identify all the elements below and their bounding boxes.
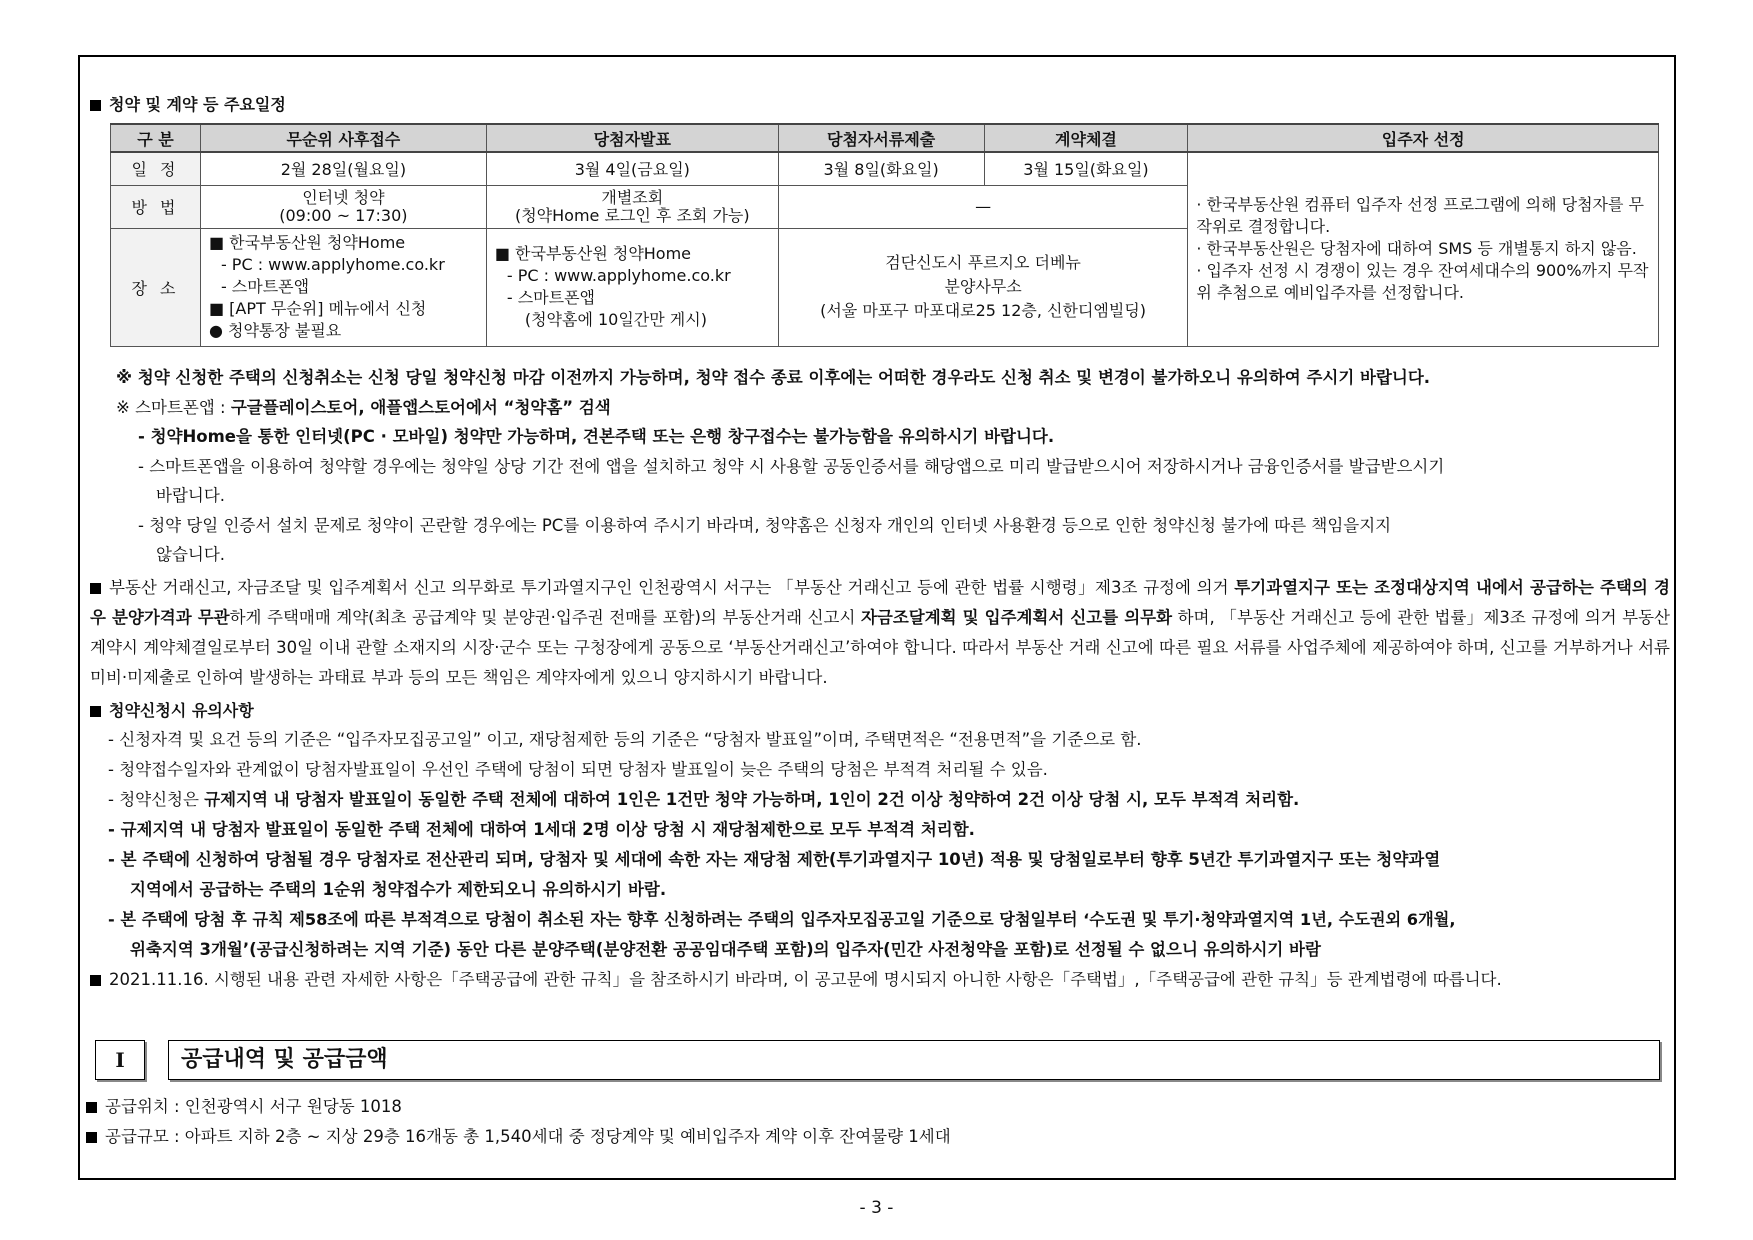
note-certificate-l1: - 스마트폰앱을 이용하여 청약할 경우에는 청약일 상당 기간 전에 앱을 설치하고 청약 시 사용할 공동인증서를 해당앱으로 미리 발급받으시어 저장하시거나 금융인증서를 발급받으시기 bbox=[138, 457, 1445, 476]
place-line: ■ 한국부동산원 청약Home bbox=[208, 233, 406, 252]
note-pc-use-l1: - 청약 당일 인증서 설치 문제로 청약이 곤란할 경우에는 PC를 이용하여 주시기 바라며, 청약홈은 신청자 개인의 인터넷 사용환경 등으로 인한 청약신청 불가에 따른 책임을지지 bbox=[138, 516, 1392, 535]
caution-item: - 신청자격 및 요건 등의 기준은 “입주자모집공고일” 이고, 재당첨제한 등의 기준은 “당첨자 발표일”이며, 주택면적은 “전용면적”을 기준으로 함. bbox=[108, 730, 1142, 749]
table-row-date bbox=[111, 152, 1659, 185]
selection-note: · 한국부동산원은 당첨자에 대하여 SMS 등 개별통지 하지 않음. bbox=[1196, 239, 1637, 259]
caution-item: - 규제지역 내 당첨자 발표일이 동일한 주택 전체에 대하여 1세대 2명 이상 당첨 시 재당첨제한으로 모두 부적격 처리함. bbox=[108, 820, 975, 839]
caution-item: - 본 주택에 당첨 후 규칙 제58조에 따른 부적격으로 당첨이 취소된 자는 향후 신청하려는 주택의 입주자모집공고일 기준으로 당첨일부터 ‘수도권 및 투기·청약과열지역 1년, 수도권외 6개월, bbox=[108, 910, 1456, 929]
selection-note: · 한국부동산원 컴퓨터 입주자 선정 프로그램에 의해 당첨자를 무작위로 결정합니다. bbox=[1196, 195, 1645, 237]
realestate-text: 하며, 「부동산 거래신고 등에 관한 법률」제3조 규정에 의거 부동산 계약시 계약체결일로부터 30일 이내 관할 소재지의 시장·군수 또는 구청장에게 공동으로 ‘부동산거래신고’하여야 합니다. 따라서 부동산 거래 신고에 따른 필요 서류를 사업주체에 제공하여야 하며, 신고를 거부하거나 서류 미비·미제출로 인하여 발생하는 과태료 부과 등의 모든 책임은 계약자에게 있으니 양지하시기 바랍니다. bbox=[90, 608, 1670, 687]
method-announcement-line: 개별조회 bbox=[601, 187, 664, 207]
square-bullet-icon bbox=[90, 975, 101, 986]
place-line: - 스마트폰앱 bbox=[220, 277, 310, 296]
supply-scale: 공급규모 : 아파트 지하 2층 ~ 지상 29층 16개동 총 1,540세대 중 정당계약 및 예비입주자 계약 이후 잔여물량 1세대 bbox=[86, 1126, 951, 1148]
square-bullet-icon bbox=[90, 583, 101, 594]
row-label-date: 일 정 bbox=[111, 152, 201, 185]
note-internet-only: - 청약Home을 통한 인터넷(PC · 모바일) 청약만 가능하며, 견본주택 또는 은행 창구접수는 불가능함을 유의하시기 바랍니다. bbox=[138, 427, 1055, 446]
header-document-submission: 당첨자서류제출 bbox=[778, 124, 984, 152]
place-line: - PC : www.applyhome.co.kr bbox=[506, 266, 731, 285]
caution-item: 위축지역 3개월’(공급신청하려는 지역 기준) 동안 다른 분양주택(분양전환 공공임대주택 포함)의 입주자(민간 사전청약을 포함)로 선정될 수 없으니 유의하시기 바람 bbox=[130, 940, 1321, 959]
supply-location: 공급위치 : 인천광역시 서구 원당동 1018 bbox=[86, 1096, 402, 1118]
note-smartphone-label: ※ 스마트폰앱 : bbox=[116, 398, 231, 417]
realestate-bold: 자금조달계획 및 입주계획서 신고를 의무화 bbox=[860, 608, 1173, 627]
header-resident-selection: 입주자 선정 bbox=[1188, 124, 1659, 152]
place-line: - PC : www.applyhome.co.kr bbox=[220, 255, 445, 274]
caution-item bbox=[108, 789, 1299, 811]
realestate-text: 하게 주택매매 계약(최초 공급계약 및 분양권·입주권 전매를 포함)의 부동산거래 신고시 bbox=[229, 608, 861, 627]
selection-note: · 입주자 선정 시 경쟁이 있는 경우 잔여세대수의 900%까지 무작위 추첨으로 예비입주자를 선정합니다. bbox=[1196, 261, 1649, 303]
date-announcement: 3월 4일(금요일) bbox=[486, 152, 778, 185]
method-application bbox=[200, 185, 486, 228]
method-application-hours: (09:00 ~ 17:30) bbox=[279, 205, 408, 225]
realestate-paragraph bbox=[90, 573, 1670, 693]
note-smartphone-app bbox=[116, 397, 611, 419]
caution-text: - 청약신청은 bbox=[108, 790, 205, 809]
note-cancellation: ※ 청약 신청한 주택의 신청취소는 신청 당일 청약신청 마감 이전까지 가능하며, 청약 접수 종료 이후에는 어떠한 경우라도 신청 취소 및 변경이 불가하오니 유의하여 주시기 바랍니다. bbox=[116, 368, 1431, 387]
caution-heading: 청약신청시 유의사항 bbox=[90, 698, 254, 721]
method-announcement-note: (청약Home 로그인 후 조회 가능) bbox=[514, 205, 750, 225]
method-application-line: 인터넷 청약 bbox=[302, 187, 385, 207]
office-address: (서울 마포구 마포대로25 12층, 신한디엠빌딩) bbox=[820, 301, 1147, 320]
selection-notes bbox=[1188, 152, 1659, 346]
row-label-place: 장 소 bbox=[111, 228, 201, 346]
note-certificate-l2: 바랍니다. bbox=[156, 486, 226, 505]
header-late-application: 무순위 사후접수 bbox=[200, 124, 486, 152]
caution-item: - 본 주택에 신청하여 당첨될 경우 당첨자로 전산관리 되며, 당첨자 및 세대에 속한 자는 재당첨 제한(투기과열지구 10년) 적용 및 당첨일로부터 향후 5년간 투기과열지구 또는 청약과열 bbox=[108, 850, 1441, 869]
place-sales-office bbox=[778, 228, 1188, 346]
place-line: ■ 한국부동산원 청약Home bbox=[494, 244, 692, 263]
caution-item: - 청약접수일자와 관계없이 당첨자발표일이 우선인 주택에 당첨이 되면 당첨자 발표일이 늦은 주택의 당첨은 부적격 처리될 수 있음. bbox=[108, 760, 1048, 779]
date-documents: 3월 8일(화요일) bbox=[778, 152, 984, 185]
date-application: 2월 28일(월요일) bbox=[200, 152, 486, 185]
caution-bold: 규제지역 내 당첨자 발표일이 동일한 주택 전체에 대하여 1인은 1건만 청약 가능하며, 1인이 2건 이상 청약하여 2건 이상 당첨 시, 모두 부적격 처리함. bbox=[204, 790, 1300, 809]
caution-item: 지역에서 공급하는 주택의 1순위 청약접수가 제한되오니 유의하시기 바람. bbox=[130, 880, 667, 899]
square-bullet-icon bbox=[86, 1102, 97, 1113]
table-header-row bbox=[111, 124, 1659, 152]
schedule-heading: 청약 및 계약 등 주요일정 bbox=[90, 92, 286, 115]
header-contract: 계약체결 bbox=[984, 124, 1188, 152]
place-line: ■ [APT 무순위] 메뉴에서 신청 bbox=[208, 299, 427, 318]
page-number: - 3 - bbox=[859, 1198, 894, 1218]
section-number: I bbox=[95, 1040, 145, 1080]
note-smartphone-search: 구글플레이스토어, 애플앱스토어에서 “청약홈” 검색 bbox=[230, 398, 611, 417]
office-type: 분양사무소 bbox=[944, 277, 1022, 296]
place-announcement bbox=[486, 228, 778, 346]
schedule-table bbox=[110, 123, 1659, 347]
rule-note: 2021.11.16. 시행된 내용 관련 자세한 사항은「주택공급에 관한 규칙」을 참조하시기 바라며, 이 공고문에 명시되지 아니한 사항은「주택법」,「주택공급에 관한 규칙」등 관계법령에 따릅니다. bbox=[90, 969, 1502, 991]
square-bullet-icon bbox=[86, 1132, 97, 1143]
header-category: 구 분 bbox=[111, 124, 201, 152]
date-contract: 3월 15일(화요일) bbox=[984, 152, 1188, 185]
place-line: (청약홈에 10일간만 게시) bbox=[524, 310, 707, 329]
square-bullet-icon bbox=[90, 100, 101, 111]
square-bullet-icon bbox=[90, 706, 101, 717]
realestate-text: 부동산 거래신고, 자금조달 및 입주계획서 신고 의무화로 투기과열지구인 인천광역시 서구는 「부동산 거래신고 등에 관한 법률 시행령」제3조 규정에 의거 bbox=[109, 578, 1235, 597]
method-documents-contract: — bbox=[778, 185, 1188, 228]
header-winner-announcement: 당첨자발표 bbox=[486, 124, 778, 152]
method-announcement bbox=[486, 185, 778, 228]
place-line: ● 청약통장 불필요 bbox=[208, 321, 342, 340]
place-line: - 스마트폰앱 bbox=[506, 288, 595, 307]
section-title: 공급내역 및 공급금액 bbox=[168, 1040, 1660, 1080]
note-pc-use-l2: 않습니다. bbox=[156, 545, 226, 564]
place-application bbox=[200, 228, 486, 346]
office-name: 검단신도시 푸르지오 더베뉴 bbox=[885, 253, 1081, 272]
realestate-bold: 투기과열지구 또는 조정대상지역 내에서 공급하는 주택의 경우 분양가격과 무관 bbox=[90, 578, 1670, 627]
row-label-method: 방 법 bbox=[111, 185, 201, 228]
